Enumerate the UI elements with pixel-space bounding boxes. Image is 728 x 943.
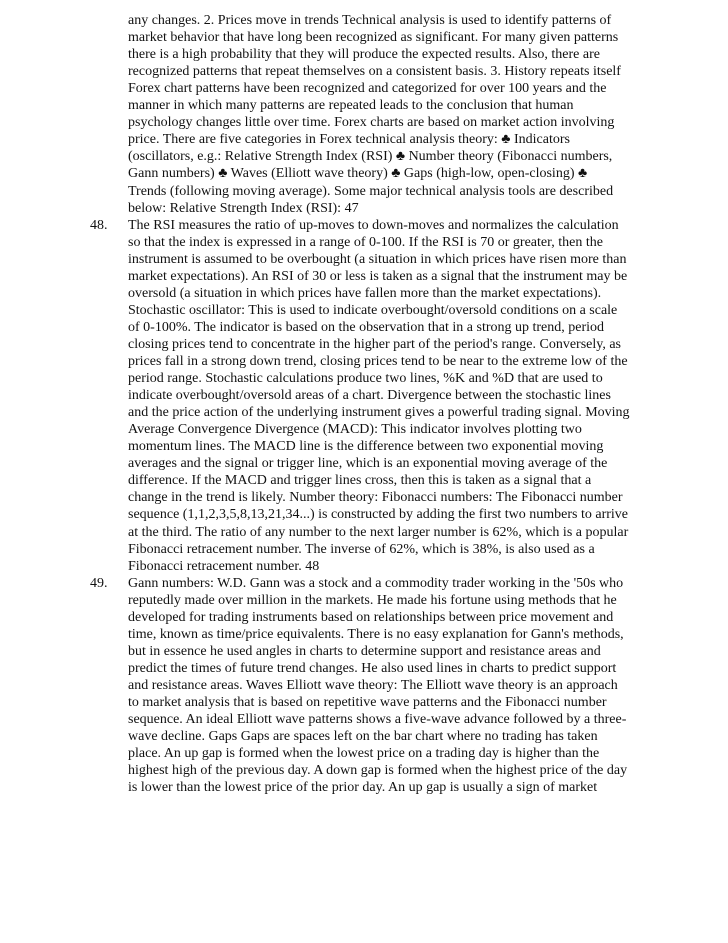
text-line: The RSI measures the ratio of up-moves to down-moves and normalizes the calculation <box>128 217 619 233</box>
text-line: predict the times of future trend changes. He also used lines in charts to predict support <box>128 660 617 676</box>
text-line: momentum lines. The MACD line is the difference between two exponential moving <box>128 439 604 455</box>
text-line: of 0-100%. The indicator is based on the observation that in a strong up trend, period <box>128 319 605 335</box>
text-line: Fibonacci retracement number. The inverse of 62%, which is 38%, is also used as a <box>128 541 595 557</box>
text-line: market expectations). An RSI of 30 or less is taken as a signal that the instrument may be <box>128 268 628 284</box>
text-line: recognized patterns that repeat themselves on a consistent basis. 3. History repeats itself <box>128 64 621 80</box>
text-line: Trends (following moving average). Some major technical analysis tools are described <box>128 183 614 199</box>
text-line: change in the trend is likely. Number theory: Fibonacci numbers: The Fibonacci number <box>128 490 623 506</box>
text-line: sequence (1,1,2,3,5,8,13,21,34...) is constructed by adding the first two numbers to arrive <box>128 507 629 523</box>
text-line: reputedly made over million in the markets. He made his fortune using methods that he <box>128 592 617 608</box>
text-line: market behavior that have long been recognized as significant. For many given patterns <box>128 30 619 46</box>
text-line: below: Relative Strength Index (RSI): 47 <box>128 200 359 216</box>
text-line: and resistance areas. Waves Elliott wave theory: The Elliott wave theory is an approach <box>128 677 618 693</box>
text-line: oversold (a situation in which prices have fallen more than the market expectations). <box>128 285 602 301</box>
text-line: is lower than the lowest price of the prior day. An up gap is usually a sign of market <box>128 780 598 796</box>
text-line: difference. If the MACD and trigger lines cross, then this is taken as a signal that a <box>128 473 592 489</box>
text-line: indicate overbought/oversold areas of a chart. Divergence between the stochastic lines <box>128 388 611 404</box>
text-line: Average Convergence Divergence (MACD): This indicator involves plotting two <box>128 422 582 438</box>
text-line: psychology changes little over time. Forex charts are based on market action involving <box>128 115 615 131</box>
text-line: price. There are five categories in Forex technical analysis theory: ♣ Indicators <box>128 132 570 148</box>
text-line: prices fall in a strong down trend, closing prices tend to be near to the extreme low of the <box>128 354 628 369</box>
text-line: but in essence he used angles in charts to determine support and resistance areas and <box>128 643 601 659</box>
text-line: wave decline. Gaps Gaps are spaces left on the bar chart where no trading has taken <box>128 729 598 745</box>
list-number: 48. <box>90 217 108 233</box>
text-line: Stochastic oscillator: This is used to indicate overbought/oversold conditions on a scale <box>128 302 618 318</box>
text-line: closing prices tend to concentrate in the higher part of the period's range. Conversely, as <box>128 336 622 352</box>
text-line: so that the index is expressed in a range of 0-100. If the RSI is 70 or greater, then the <box>128 234 603 250</box>
list-number: 49. <box>90 575 108 591</box>
text-line: place. An up gap is formed when the lowest price on a trading day is higher than the <box>128 746 600 762</box>
text-line: and the price action of the underlying instrument gives a powerful trading signal. Moving <box>128 405 630 421</box>
text-line: to market analysis that is based on repetitive wave patterns and the Fibonacci number <box>128 695 607 710</box>
text-line: Gann numbers: W.D. Gann was a stock and a commodity trader working in the '50s who <box>128 575 624 591</box>
text-line: time, known as time/price equivalents. There is no easy explanation for Gann's methods, <box>128 626 624 642</box>
text-line: Gann numbers) ♣ Waves (Elliott wave theory) ♣ Gaps (high-low, open-closing) ♣ <box>128 166 588 182</box>
text-line: highest high of the previous day. A down gap is formed when the highest price of the day <box>128 763 628 779</box>
text-line: (oscillators, e.g.: Relative Strength Index (RSI) ♣ Number theory (Fibonacci numbers, <box>128 149 613 165</box>
text-line: period range. Stochastic calculations produce two lines, %K and %D that are used to <box>128 371 603 387</box>
text-line: sequence. An ideal Elliott wave patterns shows a five-wave advance followed by a three- <box>128 712 627 728</box>
text-line: instrument is assumed to be overbought (a situation in which prices have risen more than <box>128 251 627 267</box>
text-line: any changes. 2. Prices move in trends Technical analysis is used to identify patterns of <box>128 13 612 28</box>
text-line: Forex chart patterns have been recognized and categorized for over 100 years and the <box>128 81 607 97</box>
text-line: manner in which many patterns are repeated leads to the conclusion that human <box>128 98 574 114</box>
text-line: developed for trading instruments based on relationships between price movement and <box>128 609 614 625</box>
text-line: averages and the signal or trigger line, which is an exponential moving average of the <box>128 456 608 472</box>
text-line: at the third. The ratio of any number to the next larger number is 62%, which is a popular <box>128 524 629 540</box>
text-line: there is a high probability that they will produce the expected results. Also, there are <box>128 47 600 63</box>
text-line: Fibonacci retracement number. 48 <box>128 558 320 574</box>
